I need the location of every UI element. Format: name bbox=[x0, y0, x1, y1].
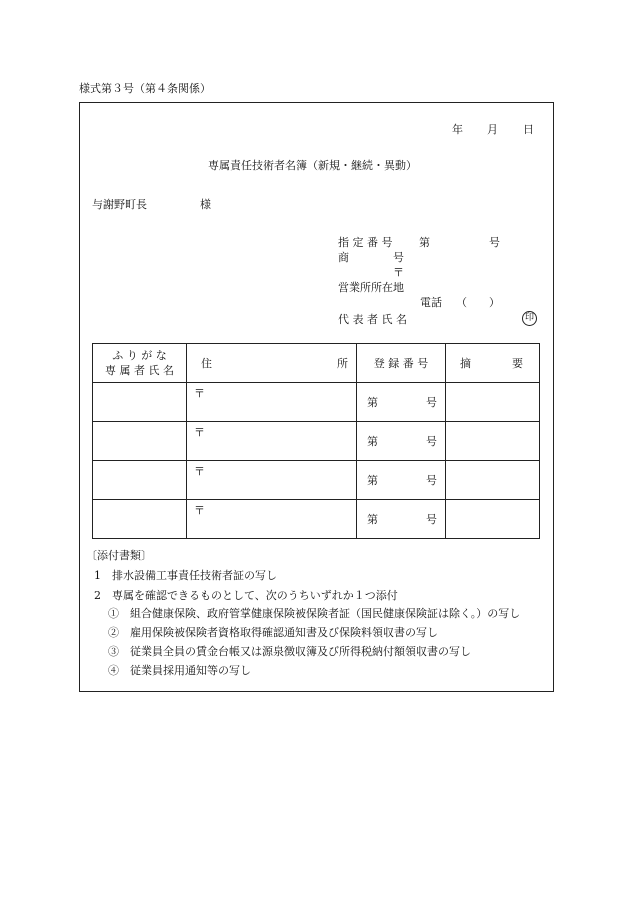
reg-suffix: 号 bbox=[426, 396, 437, 409]
phone-parentheses: （ ） bbox=[456, 296, 500, 309]
postal-mark: 〒 bbox=[393, 266, 404, 279]
cell-remarks[interactable] bbox=[446, 500, 540, 539]
cell-registration[interactable] bbox=[357, 461, 446, 500]
cell-address[interactable] bbox=[187, 422, 357, 461]
designation-number-prefix: 第 bbox=[419, 236, 430, 249]
table-row bbox=[93, 500, 540, 539]
designation-number-label: 指 定 番 号 bbox=[338, 236, 393, 249]
reg-suffix: 号 bbox=[426, 435, 437, 448]
reg-suffix: 号 bbox=[426, 474, 437, 487]
cell-registration[interactable] bbox=[357, 422, 446, 461]
header-name-furigana: ふ り が な bbox=[112, 349, 167, 362]
page-title: 専属責任技術者名簿（新規・継続・異動） bbox=[208, 159, 417, 172]
form-number-label: 様式第３号（第４条関係） bbox=[79, 82, 211, 95]
cell-name[interactable] bbox=[93, 461, 187, 500]
cell-address[interactable] bbox=[187, 500, 357, 539]
cell-registration[interactable] bbox=[357, 383, 446, 422]
reg-prefix: 第 bbox=[367, 474, 378, 487]
phone-label: 電話 bbox=[420, 296, 442, 309]
date-month-label: 月 bbox=[487, 123, 498, 136]
designation-number-suffix: 号 bbox=[489, 236, 500, 249]
header-remarks-right: 要 bbox=[512, 357, 523, 370]
header-address-left: 住 bbox=[201, 357, 212, 370]
technician-table bbox=[92, 343, 540, 539]
trade-name-label: 商 号 bbox=[338, 251, 404, 264]
header-name-member: 専 属 者 氏 名 bbox=[105, 364, 174, 377]
date-day-label: 日 bbox=[523, 123, 534, 136]
addressee-honorific: 様 bbox=[200, 198, 211, 211]
cell-name[interactable] bbox=[93, 422, 187, 461]
table-row bbox=[93, 422, 540, 461]
cell-address[interactable] bbox=[187, 383, 357, 422]
office-address-label: 営業所所在地 bbox=[338, 281, 404, 294]
zip-mark: 〒 bbox=[194, 387, 205, 400]
cell-remarks[interactable] bbox=[446, 461, 540, 500]
header-name bbox=[93, 344, 187, 383]
reg-prefix: 第 bbox=[367, 513, 378, 526]
cell-remarks[interactable] bbox=[446, 383, 540, 422]
addressee-name: 与謝野町長 bbox=[92, 198, 147, 211]
attachments-heading: 〔添付書類〕 bbox=[86, 549, 152, 562]
table-header-row bbox=[93, 344, 540, 383]
reg-suffix: 号 bbox=[426, 513, 437, 526]
header-registration: 登 録 番 号 bbox=[357, 344, 446, 383]
attachment-subitem-4: ④ 従業員採用通知等の写し bbox=[108, 664, 251, 677]
date-year-label: 年 bbox=[452, 123, 463, 136]
attachment-subitem-3: ③ 従業員全員の賃金台帳又は源泉徴収簿及び所得税納付額領収書の写し bbox=[108, 645, 471, 658]
table-row bbox=[93, 383, 540, 422]
attachment-item-1: 1 排水設備工事責任技術者証の写し bbox=[94, 569, 277, 582]
table-row bbox=[93, 461, 540, 500]
zip-mark: 〒 bbox=[194, 465, 205, 478]
cell-address[interactable] bbox=[187, 461, 357, 500]
reg-prefix: 第 bbox=[367, 435, 378, 448]
header-remarks-left: 摘 bbox=[460, 357, 471, 370]
attachment-subitem-1: ① 組合健康保険、政府管掌健康保険被保険者証（国民健康保険証は除く。）の写し bbox=[108, 607, 521, 620]
reg-prefix: 第 bbox=[367, 396, 378, 409]
cell-registration[interactable] bbox=[357, 500, 446, 539]
cell-name[interactable] bbox=[93, 500, 187, 539]
attachment-subitem-2: ② 雇用保険被保険者資格取得確認通知書及び保険料領収書の写し bbox=[108, 626, 438, 639]
seal-mark: 印 bbox=[522, 311, 537, 326]
cell-name[interactable] bbox=[93, 383, 187, 422]
attachment-item-2: 2 専属を確認できるものとして、次のうちいずれか１つ添付 bbox=[94, 589, 398, 602]
header-address-right: 所 bbox=[337, 357, 348, 370]
header-remarks bbox=[446, 344, 540, 383]
cell-remarks[interactable] bbox=[446, 422, 540, 461]
representative-name-label: 代 表 者 氏 名 bbox=[338, 313, 407, 326]
header-address bbox=[187, 344, 357, 383]
zip-mark: 〒 bbox=[194, 426, 205, 439]
zip-mark: 〒 bbox=[194, 504, 205, 517]
